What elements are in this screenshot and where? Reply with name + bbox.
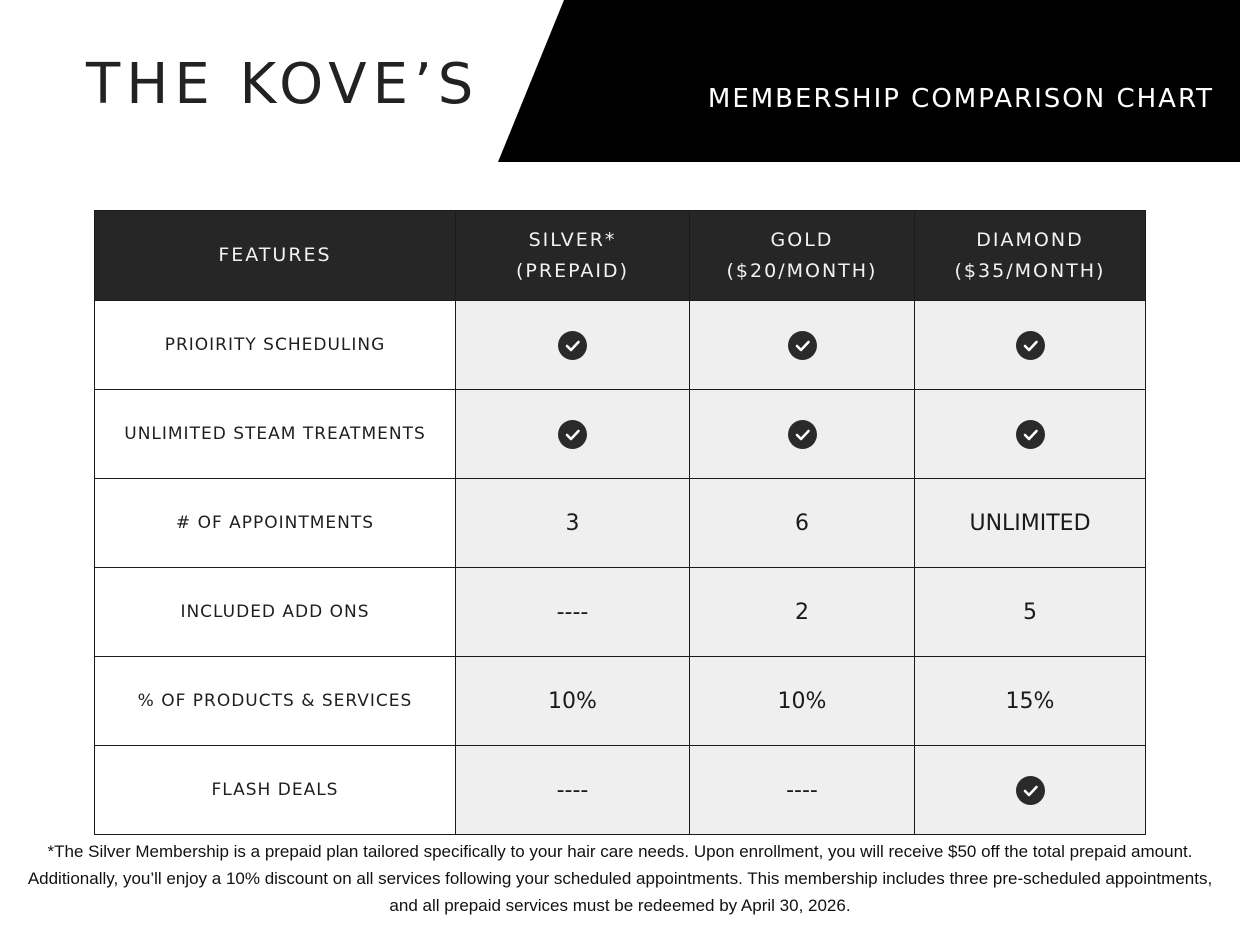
silver-value: ---- [556,599,589,625]
column-header-diamond-price: ($35/MONTH) [954,259,1106,282]
column-header-gold [690,211,915,301]
silver-cell [456,479,690,568]
gold-cell [690,568,915,657]
gold-value: 10% [777,688,827,714]
gold-cell [690,657,915,746]
gold-cell [690,390,915,479]
table-header-row [95,211,1146,301]
diamond-cell [915,657,1146,746]
table-row [95,568,1146,657]
gold-value: 2 [795,599,809,625]
table-row [95,746,1146,835]
table-row [95,479,1146,568]
table-row [95,390,1146,479]
diamond-cell [915,479,1146,568]
diamond-value: 5 [1023,599,1037,625]
feature-label: # OF APPOINTMENTS [95,479,456,568]
diamond-cell [915,568,1146,657]
column-header-gold-label: GOLD [770,228,834,251]
check-circle-icon [558,331,587,360]
check-circle-icon [788,331,817,360]
silver-cell [456,746,690,835]
silver-value: 3 [565,510,580,536]
column-header-diamond [915,211,1146,301]
gold-cell [690,479,915,568]
check-circle-icon [1016,420,1045,449]
diamond-cell [915,746,1146,835]
column-header-diamond-label: DIAMOND [976,228,1084,251]
gold-cell [690,301,915,390]
feature-label: PRIOIRITY SCHEDULING [95,301,456,390]
gold-value: ---- [786,777,818,803]
brand-title: THE KOVE’S [86,52,480,117]
table-body [95,301,1146,835]
column-header-silver [456,211,690,301]
feature-label: UNLIMITED STEAM TREATMENTS [95,390,456,479]
banner-title: MEMBERSHIP COMPARISON CHART [707,84,1214,114]
check-circle-icon [788,420,817,449]
table-row [95,301,1146,390]
comparison-table [94,210,1146,835]
feature-label: FLASH DEALS [95,746,456,835]
check-circle-icon [1016,776,1045,805]
silver-cell [456,390,690,479]
header-banner [498,0,1240,162]
silver-cell [456,568,690,657]
column-header-features [95,211,456,301]
diamond-cell [915,301,1146,390]
silver-value: 10% [548,688,597,714]
column-header-gold-price: ($20/MONTH) [726,259,878,282]
check-circle-icon [558,420,587,449]
table-row [95,657,1146,746]
gold-value: 6 [795,510,809,536]
check-circle-icon [1016,331,1045,360]
silver-value: ---- [556,777,589,803]
silver-cell [456,301,690,390]
feature-label: % OF PRODUCTS & SERVICES [95,657,456,746]
column-header-features-label: FEATURES [218,244,332,266]
column-header-silver-price: (PREPAID) [516,259,629,282]
column-header-silver-label: SILVER* [528,228,617,251]
diamond-cell [915,390,1146,479]
diamond-value: 15% [1005,688,1055,714]
diamond-value: UNLIMITED [969,510,1091,536]
feature-label: INCLUDED ADD ONS [95,568,456,657]
gold-cell [690,746,915,835]
footnote: *The Silver Membership is a prepaid plan tailored specifically to your hair care needs. Upon enrollment, you will receive $50 off the total prepaid amount. Additionally, you’ll enjoy a 10% discount on all services following your scheduled appointments. This membership includes three pre-scheduled appointments, and all prepaid services must be redeemed by April 30, 2026. [27,842,1213,915]
silver-cell [456,657,690,746]
